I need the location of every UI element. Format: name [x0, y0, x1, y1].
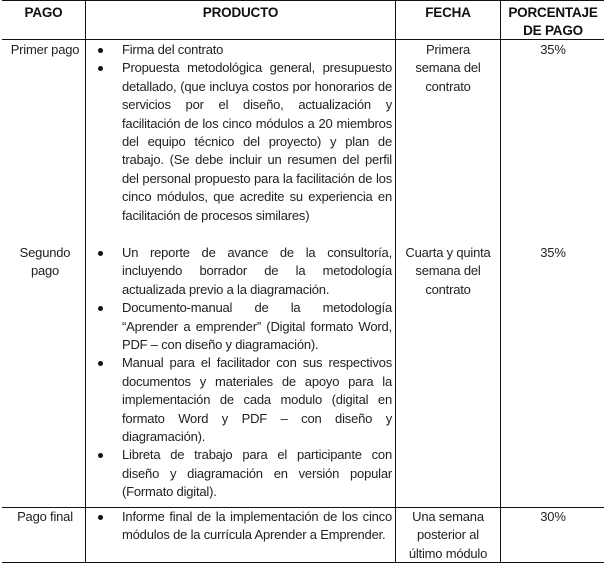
row-1-fecha: Primera semana del contrato	[415, 42, 481, 94]
header-producto: PRODUCTO	[202, 5, 279, 20]
header-porcentaje: PORCENTAJE DE PAGO	[508, 5, 598, 38]
bullet-icon	[98, 251, 103, 256]
column-divider	[500, 0, 501, 562]
row-1-porcentaje: 35%	[540, 42, 566, 57]
bullet-icon	[98, 361, 103, 366]
list-item: Documento-manual de la metodología “Aprender a emprender” (Digital formato Word, PDF – con diseño y diagramación).	[92, 299, 392, 354]
bullet-icon	[98, 515, 103, 520]
list-item: Propuesta metodológica general, presupuesto detallado, (que incluya costos por honorarios de servicios por el diseño, actualización y facilitación de los cinco módulos a 20 miembros del equipo técnico del proyecto) y plan de trabajo. (Se debe incluir un resumen del perfil del personal propuesto para la facilitación de los cinco módulos, que acredite su experiencia en facilitación de procesos similares)	[92, 59, 392, 225]
bullet-icon	[98, 66, 103, 71]
column-divider	[395, 0, 396, 562]
list-item: Libreta de trabajo para el participante con diseño y diagramación en versión popular (Formato digital).	[92, 446, 392, 501]
row-2-porcentaje: 35%	[540, 245, 566, 260]
list-item: Informe final de la implementación de los cinco módulos de la currícula Aprender a Emprender.	[92, 508, 392, 545]
bullet-icon	[98, 48, 103, 53]
list-item: Firma del contrato	[92, 41, 392, 59]
bullet-icon	[98, 306, 103, 311]
list-item: Un reporte de avance de la consultoría, incluyendo borrador de la metodología actualizada previo a la diagramación.	[92, 244, 392, 299]
table-top-border	[2, 0, 604, 1]
row-3-fecha: Una semana posterior al último módulo	[408, 509, 488, 561]
column-divider	[85, 0, 86, 562]
row-3-productos	[92, 508, 392, 545]
row-2-productos	[92, 244, 392, 502]
row-1-productos	[92, 41, 392, 225]
row-2-pago: Segundo pago	[19, 245, 71, 279]
row-3-porcentaje: 30%	[540, 509, 566, 524]
payment-schedule-table	[2, 0, 604, 563]
bullet-icon	[98, 453, 103, 458]
list-item: Manual para el facilitador con sus respectivos documentos y materiales de apoyo para la implementación de cada modulo (digital en formato Word y PDF – con diseño y diagramación).	[92, 354, 392, 446]
row-3-pago: Pago final	[17, 509, 73, 524]
header-fecha: FECHA	[425, 5, 471, 20]
row-2-fecha: Cuarta y quinta semana del contrato	[405, 245, 491, 297]
row-1-pago: Primer pago	[10, 42, 80, 57]
header-pago: PAGO	[24, 5, 63, 20]
